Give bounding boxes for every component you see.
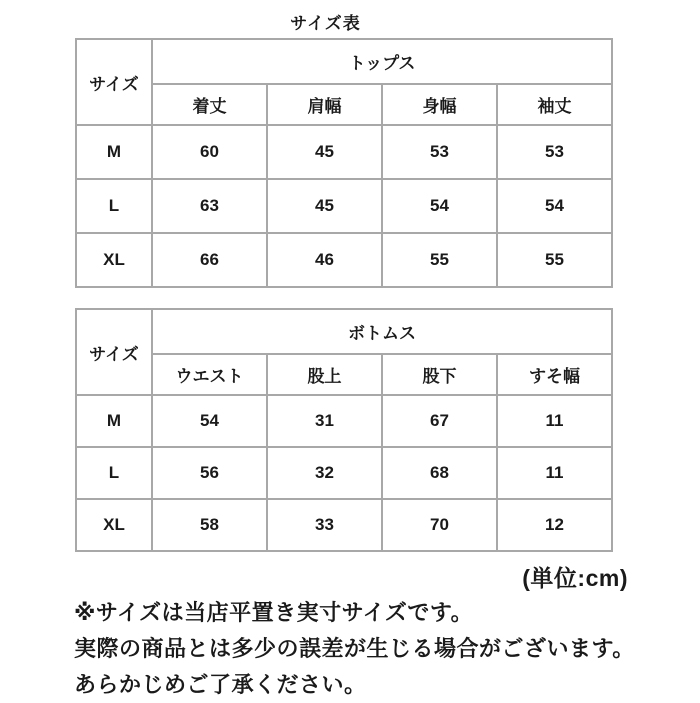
value-cell: 11 [497, 395, 612, 447]
value-cell: 33 [267, 499, 382, 551]
value-cell: 63 [152, 179, 267, 233]
table-row [76, 179, 612, 233]
page-title: サイズ表 [290, 14, 361, 33]
table-row [76, 395, 612, 447]
tops-size-header-cell: サイズ [76, 39, 152, 125]
note-line: あらかじめご了承ください。 [74, 672, 367, 697]
size-cell: L [76, 179, 152, 233]
value-cell: 54 [382, 179, 497, 233]
value-cell: 56 [152, 447, 267, 499]
notes-block [74, 595, 674, 703]
table-row [76, 447, 612, 499]
value-cell: 66 [152, 233, 267, 287]
value-cell: 54 [152, 395, 267, 447]
value-cell: 53 [382, 125, 497, 179]
tops-column-header: 身幅 [382, 84, 497, 125]
size-cell: XL [76, 233, 152, 287]
value-cell: 55 [382, 233, 497, 287]
value-cell: 68 [382, 447, 497, 499]
bottoms-group-header-cell: ボトムス [152, 309, 612, 354]
unit-note: (単位:cm) [522, 565, 628, 591]
table-row [76, 233, 612, 287]
value-cell: 12 [497, 499, 612, 551]
value-cell: 55 [497, 233, 612, 287]
tops-group-header-cell: トップス [152, 39, 612, 84]
bottoms-size-table [75, 308, 613, 552]
bottoms-column-header: 股下 [382, 354, 497, 395]
size-cell: L [76, 447, 152, 499]
bottoms-column-header: 股上 [267, 354, 382, 395]
tops-column-header: 肩幅 [267, 84, 382, 125]
value-cell: 54 [497, 179, 612, 233]
value-cell: 60 [152, 125, 267, 179]
value-cell: 53 [497, 125, 612, 179]
size-cell: M [76, 395, 152, 447]
bottoms-column-header: すそ幅 [497, 354, 612, 395]
tops-column-header: 着丈 [152, 84, 267, 125]
value-cell: 11 [497, 447, 612, 499]
value-cell: 31 [267, 395, 382, 447]
note-line: ※サイズは当店平置き実寸サイズです。 [74, 600, 474, 625]
value-cell: 58 [152, 499, 267, 551]
bottoms-column-header: ウエスト [152, 354, 267, 395]
tops-column-header: 袖丈 [497, 84, 612, 125]
value-cell: 32 [267, 447, 382, 499]
value-cell: 70 [382, 499, 497, 551]
size-cell: M [76, 125, 152, 179]
value-cell: 46 [267, 233, 382, 287]
value-cell: 45 [267, 125, 382, 179]
value-cell: 45 [267, 179, 382, 233]
tops-size-table [75, 38, 613, 288]
bottoms-size-header-cell: サイズ [76, 309, 152, 395]
value-cell: 67 [382, 395, 497, 447]
table-row [76, 125, 612, 179]
note-line: 実際の商品とは多少の誤差が生じる場合がございます。 [74, 636, 635, 661]
size-cell: XL [76, 499, 152, 551]
table-row [76, 499, 612, 551]
